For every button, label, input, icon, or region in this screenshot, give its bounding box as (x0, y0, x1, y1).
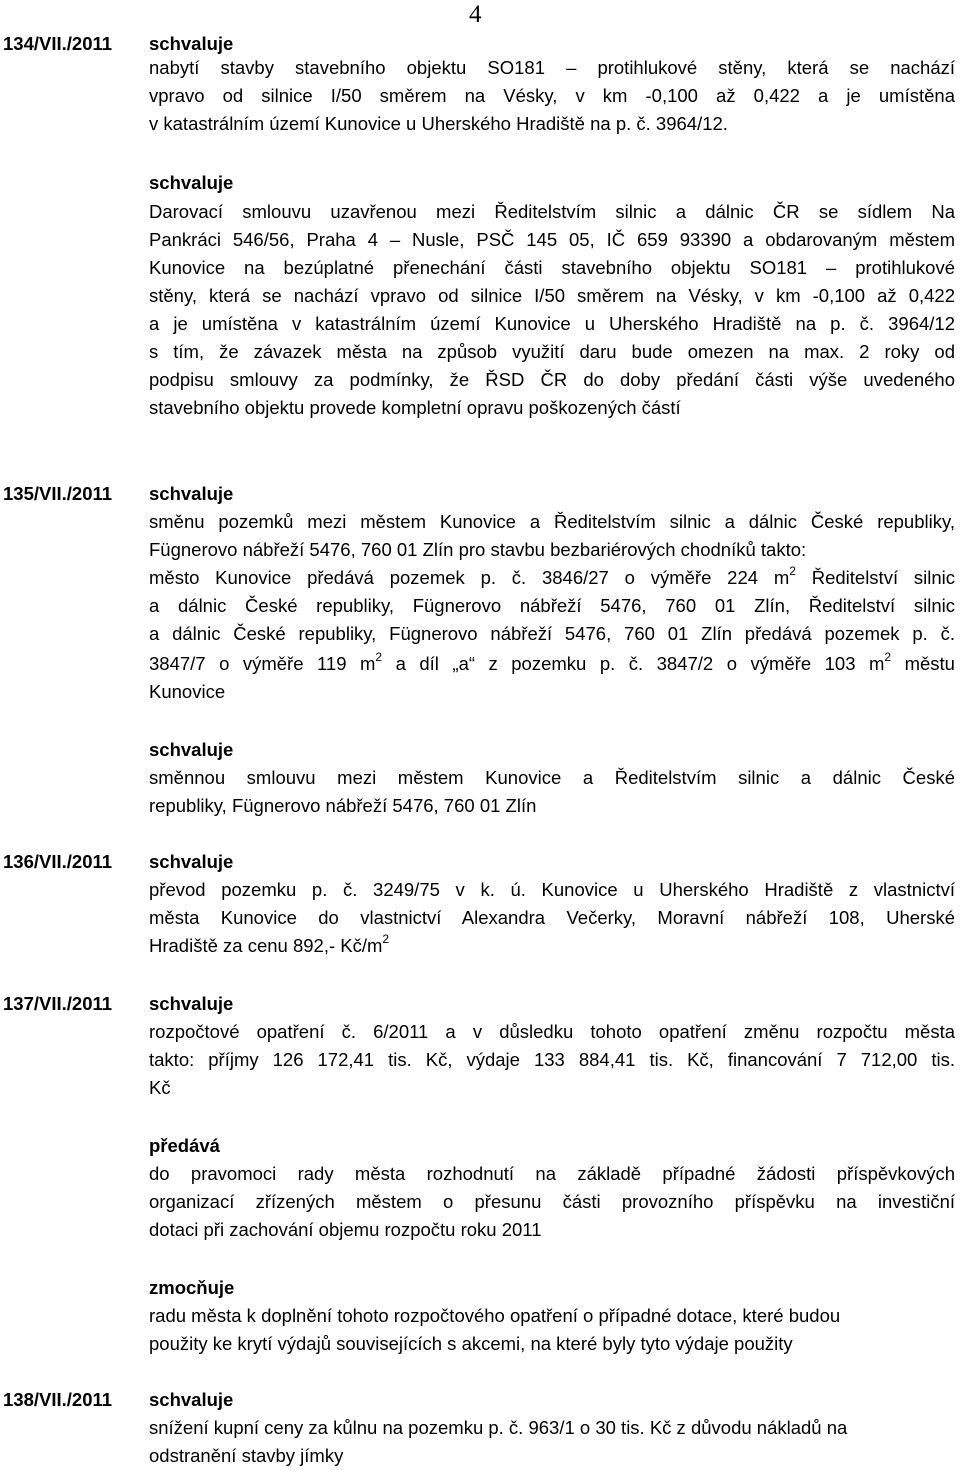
paragraph-text (149, 1046, 955, 1074)
text-run: radu města k doplnění tohoto rozpočtového opatření o případné dotace, které budou (149, 1305, 841, 1326)
paragraph-text (149, 394, 955, 422)
paragraph-text (149, 54, 955, 82)
resolution-number: 134/VII./2011 (3, 33, 113, 54)
resolution-verb: schvaluje (149, 993, 234, 1014)
resolution-verb: schvaluje (149, 1389, 234, 1410)
paragraph-text (149, 592, 955, 620)
paragraph-text (149, 932, 955, 960)
resolution-number: 136/VII./2011 (3, 851, 113, 872)
text-run: Fügnerovo nábřeží 5476, 760 01 Zlín pro stavbu bezbariérových chodníků takto: (149, 539, 807, 560)
paragraph-text (149, 1330, 955, 1358)
superscript: 2 (375, 650, 383, 664)
text-run: republiky, Fügnerovo nábřeží 5476, 760 01 Zlín (149, 795, 537, 816)
paragraph-text (149, 1074, 955, 1102)
paragraph-text (149, 650, 955, 678)
paragraph-text (149, 508, 955, 536)
text-run: s tím, že závazek města na způsob využití daru bude omezen na max. 2 roky od (149, 341, 955, 362)
text-run: směnnou smlouvu mezi městem Kunovice a Ředitelstvím silnic a dálnic České (149, 767, 955, 788)
text-run: a dálnic České republiky, Fügnerovo nábřeží 5476, 760 01 Zlín předává pozemek p. č. (149, 623, 955, 644)
paragraph-text (149, 1302, 955, 1330)
resolution-number: 138/VII./2011 (3, 1389, 113, 1410)
text-run: v katastrálním území Kunovice u Uherského Hradiště na p. č. 3964/12. (149, 113, 728, 134)
superscript: 2 (789, 564, 796, 578)
text-run: a díl „a“ z pozemku p. č. 3847/2 o výměře 103 m (382, 653, 885, 674)
paragraph-text (149, 792, 955, 820)
paragraph-text (149, 110, 955, 138)
page-number: 4 (469, 1, 482, 28)
text-run: Pankráci 546/56, Praha 4 – Nusle, PSČ 145 05, IČ 659 93390 a obdarovaným městem (149, 229, 955, 250)
superscript: 2 (884, 650, 892, 664)
text-run: použity ke krytí výdajů souvisejících s akcemi, na které byly tyto výdaje použity (149, 1333, 793, 1354)
superscript: 2 (382, 932, 390, 946)
text-run: Kunovice (149, 681, 226, 702)
text-run: nabytí stavby stavebního objektu SO181 – protihlukové stěny, která se nachází (149, 57, 955, 78)
paragraph-text (149, 254, 955, 282)
paragraph-text (149, 764, 955, 792)
paragraph-text (149, 310, 955, 338)
text-run: dotaci při zachování objemu rozpočtu roku 2011 (149, 1219, 542, 1240)
resolution-verb: schvaluje (149, 851, 234, 872)
text-run: podpisu smlouvy za podmínky, že ŘSD ČR do doby předání části výše uvedeného (149, 369, 955, 390)
paragraph-text (149, 1414, 955, 1442)
paragraph-text (149, 82, 955, 110)
paragraph-text (149, 678, 955, 706)
resolution-number: 135/VII./2011 (3, 483, 113, 504)
resolution-verb: schvaluje (149, 739, 234, 760)
text-run: stavebního objektu provede kompletní opravu poškozených částí (149, 397, 681, 418)
text-run: 3847/7 o výměře 119 m (149, 653, 376, 674)
paragraph-text (149, 620, 955, 648)
paragraph-text (149, 226, 955, 254)
paragraph-text (149, 536, 955, 564)
paragraph-text (149, 876, 955, 904)
text-run: a dálnic České republiky, Fügnerovo nábřeží 5476, 760 01 Zlín, Ředitelství silnic (149, 595, 955, 616)
text-run: odstranění stavby jímky (149, 1445, 344, 1466)
text-run: do pravomoci rady města rozhodnutí na základě případné žádosti příspěvkových (149, 1163, 955, 1184)
text-run: Darovací smlouvu uzavřenou mezi Ředitelstvím silnic a dálnic ČR se sídlem Na (149, 201, 955, 222)
paragraph-text (149, 1188, 955, 1216)
resolution-verb: předává (149, 1135, 220, 1156)
text-run: město Kunovice předává pozemek p. č. 3846/27 o výměře 224 m (149, 567, 790, 588)
paragraph-text (149, 1018, 955, 1046)
paragraph-text (149, 1216, 955, 1244)
text-run: vpravo od silnice I/50 směrem na Vésky, v km -0,100 až 0,422 a je umístěna (149, 85, 955, 106)
paragraph-text (149, 282, 955, 310)
paragraph-text (149, 1442, 955, 1470)
text-run: města Kunovice do vlastnictví Alexandra Večerky, Moravní nábřeží 108, Uherské (149, 907, 955, 928)
paragraph-text (149, 338, 955, 366)
text-run: směnu pozemků mezi městem Kunovice a Ředitelstvím silnic a dálnic České republiky, (149, 511, 955, 532)
resolution-verb: schvaluje (149, 483, 234, 504)
text-run: snížení kupní ceny za kůlnu na pozemku p. č. 963/1 o 30 tis. Kč z důvodu nákladů na (149, 1417, 848, 1438)
paragraph-text (149, 1160, 955, 1188)
text-run: takto: příjmy 126 172,41 tis. Kč, výdaje 133 884,41 tis. Kč, financování 7 712,00 tis. (149, 1049, 955, 1070)
text-run: Hradiště za cenu 892,- Kč/m (149, 935, 383, 956)
paragraph-text (149, 198, 955, 226)
paragraph-text (149, 366, 955, 394)
text-run: městu (891, 653, 955, 674)
text-run: a je umístěna v katastrálním území Kunovice u Uherského Hradiště na p. č. 3964/12 (149, 313, 955, 334)
resolution-verb: zmocňuje (149, 1277, 235, 1298)
paragraph-text (149, 904, 955, 932)
text-run: Kč (149, 1077, 171, 1098)
resolution-verb: schvaluje (149, 33, 234, 54)
paragraph-text (149, 564, 955, 592)
text-run: rozpočtové opatření č. 6/2011 a v důsledku tohoto opatření změnu rozpočtu města (149, 1021, 955, 1042)
resolution-verb: schvaluje (149, 172, 234, 193)
text-run: stěny, která se nachází vpravo od silnice I/50 směrem na Vésky, v km -0,100 až 0,422 (149, 285, 955, 306)
text-run: Kunovice na bezúplatné přenechání části stavebního objektu SO181 – protihlukové (149, 257, 955, 278)
text-run: převod pozemku p. č. 3249/75 v k. ú. Kunovice u Uherského Hradiště z vlastnictví (149, 879, 955, 900)
text-run: Ředitelství silnic (795, 567, 955, 588)
text-run: organizací zřízených městem o přesunu části provozního příspěvku na investiční (149, 1191, 955, 1212)
resolution-number: 137/VII./2011 (3, 993, 113, 1014)
